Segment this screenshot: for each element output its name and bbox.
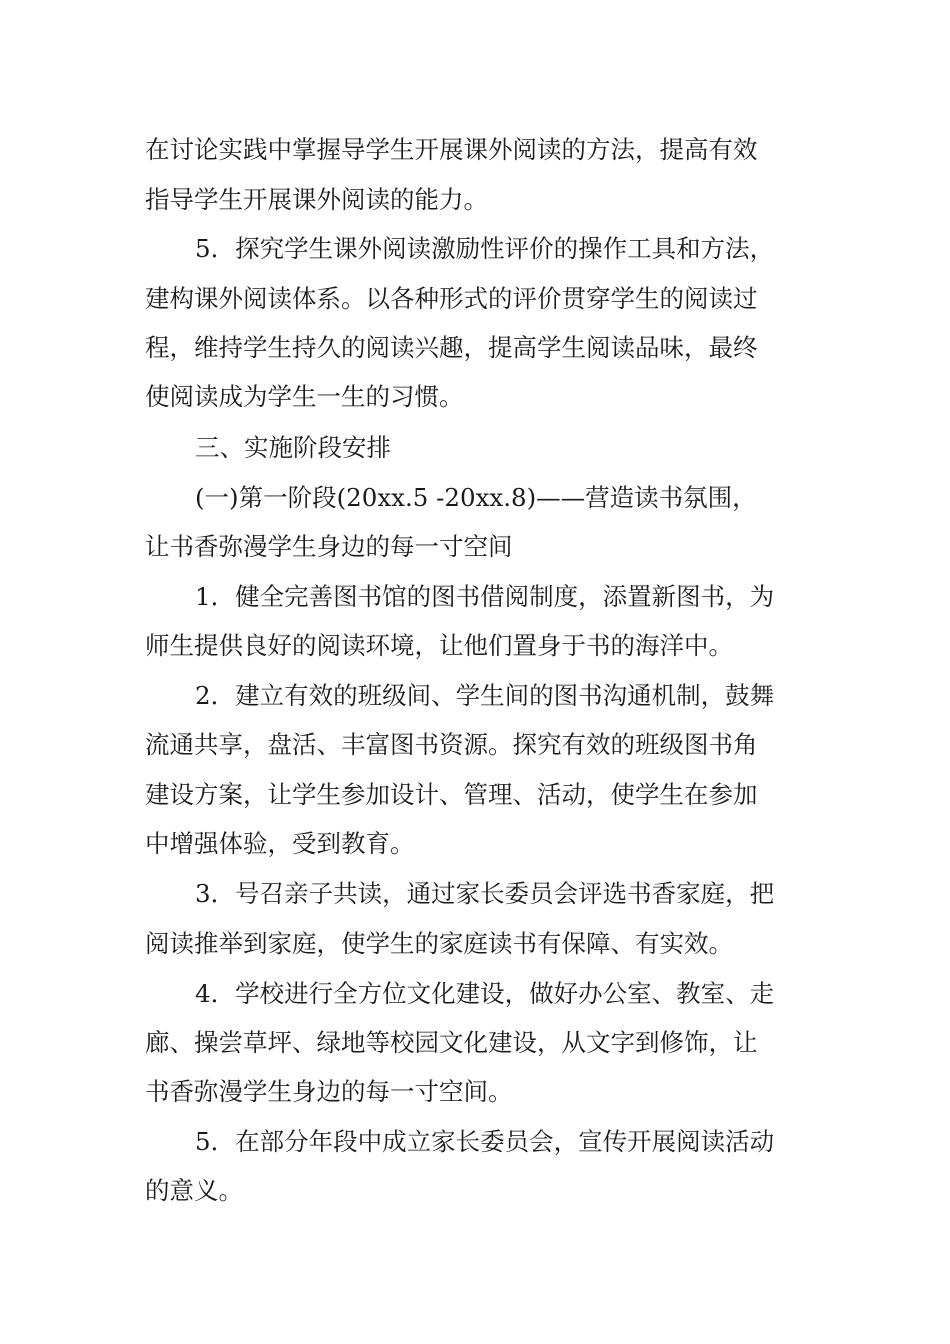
- text-line: 书香弥漫学生身边的每一寸空间。: [145, 1077, 513, 1106]
- text-line: 建设方案，让学生参加设计、管理、活动，使学生在参加: [145, 780, 758, 809]
- text-line: 的意义。: [145, 1176, 243, 1205]
- text-line: 阅读推举到家庭，使学生的家庭读书有保障、有实效。: [145, 929, 733, 958]
- text-line: 流通共享，盘活、丰富图书资源。探究有效的班级图书角: [145, 730, 758, 759]
- text-line: 5．探究学生课外阅读激励性评价的操作工具和方法，: [195, 234, 775, 263]
- text-line: 建构课外阅读体系。以各种形式的评价贯穿学生的阅读过: [145, 284, 758, 313]
- text-line: 1．健全完善图书馆的图书借阅制度，添置新图书，为: [195, 582, 775, 611]
- text-line: 4．学校进行全方位文化建设，做好办公室、教室、走: [195, 979, 775, 1008]
- text-line: 程，维持学生持久的阅读兴趣，提高学生阅读品味，最终: [145, 333, 758, 362]
- text-line: 5．在部分年段中成立家长委员会，宣传开展阅读活动: [195, 1127, 775, 1156]
- text-line: 师生提供良好的阅读环境，让他们置身于书的海洋中。: [145, 631, 733, 660]
- text-line: 3．号召亲子共读，通过家长委员会评选书香家庭，把: [195, 879, 775, 908]
- text-line: 廊、操尝草坪、绿地等校园文化建设，从文字到修饰，让: [145, 1028, 758, 1057]
- subsection-heading: (一)第一阶段(20xx.5 -20xx.8)——营造读书氛围，: [195, 483, 757, 512]
- subsection-heading-cont: 让书香弥漫学生身边的每一寸空间: [145, 532, 513, 561]
- section-heading: 三、实施阶段安排: [195, 433, 391, 462]
- text-line: 2．建立有效的班级间、学生间的图书沟通机制，鼓舞: [195, 681, 775, 710]
- text-line: 使阅读成为学生一生的习惯。: [145, 382, 464, 411]
- text-line: 指导学生开展课外阅读的能力。: [145, 185, 488, 214]
- text-line: 在讨论实践中掌握导学生开展课外阅读的方法，提高有效: [145, 135, 758, 164]
- text-line: 中增强体验，受到教育。: [145, 829, 415, 858]
